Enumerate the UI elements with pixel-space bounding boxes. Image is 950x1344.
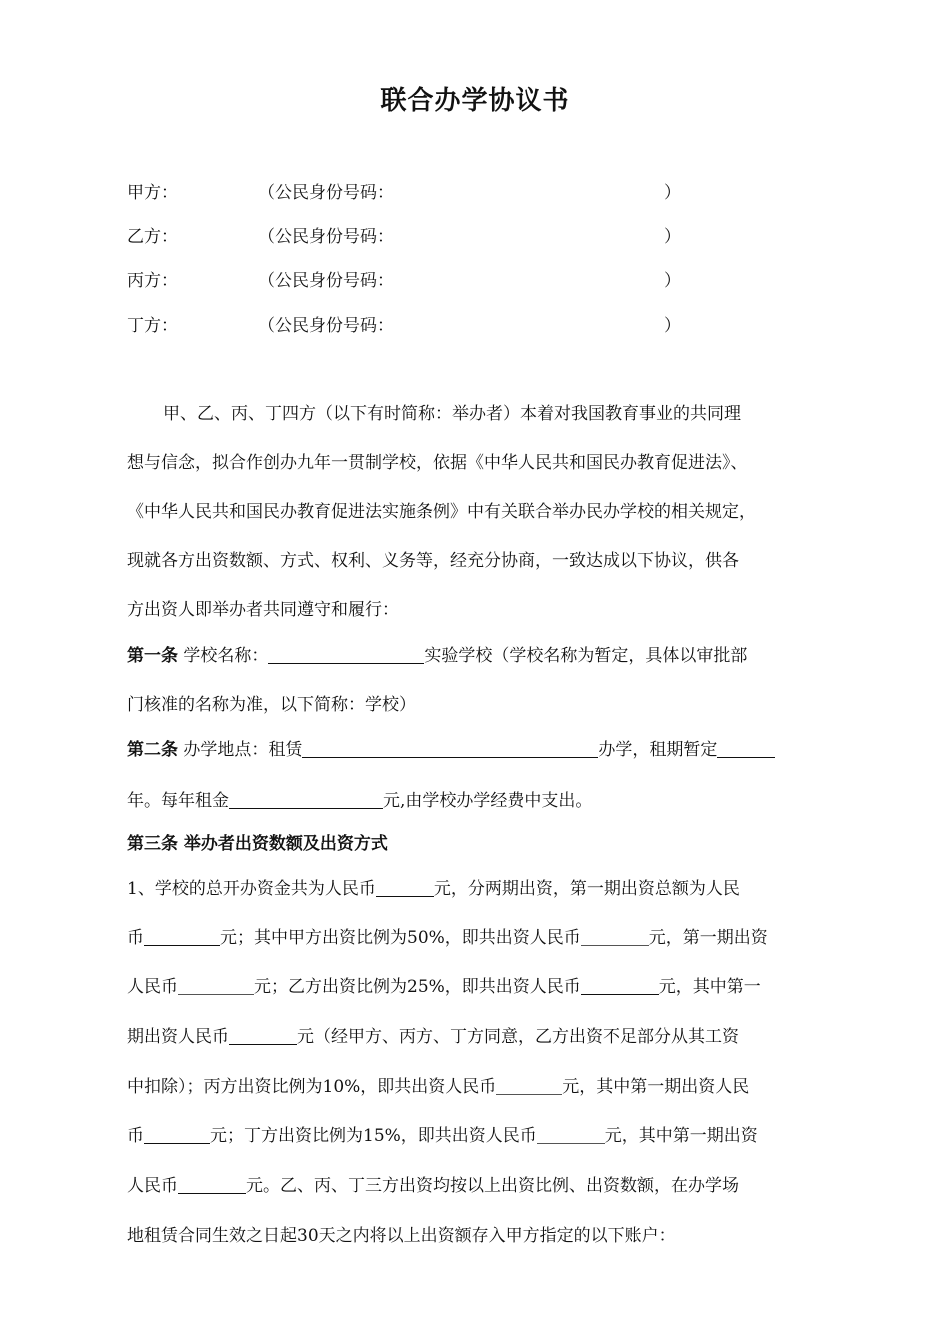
article-2-line-2 (127, 786, 827, 811)
first-phase-total-blank (144, 929, 220, 946)
article-2 (127, 735, 827, 760)
article-3-line: 地租赁合同生效之日起30天之内将以上出资额存入甲方指定的以下账户： (127, 1226, 676, 1246)
article-1-heading: 第一条 (127, 646, 178, 666)
party-a-id-close: ） (664, 183, 681, 203)
article-3-line (127, 1121, 827, 1146)
party-b-id-close: ） (664, 227, 681, 247)
party-d-id-label: （公民身份号码： (258, 316, 394, 336)
article-2-text: 办学地点：租赁 (178, 740, 303, 760)
article-3-line (127, 874, 827, 899)
party-c-label: 丙方： (127, 271, 178, 291)
article-3-text: 元，其中第一期出资人民 (562, 1077, 750, 1097)
article-3-text: 元；其中甲方出资比例为50%，即共出资人民币 (220, 928, 581, 948)
article-2-heading: 第二条 (127, 740, 178, 760)
article-3-text: 1、学校的总开办资金共为人民币 (127, 879, 376, 899)
article-3-text: 元（经甲方、丙方、丁方同意，乙方出资不足部分从其工资 (297, 1027, 739, 1047)
party-d-label: 丁方： (127, 316, 178, 336)
preamble-line: 《中华人民共和国民办教育促进法实施条例》中有关联合举办民办学校的相关规定， (127, 502, 756, 522)
party-b-total-blank (581, 978, 659, 995)
preamble-line: 甲、乙、丙、丁四方（以下有时简称：举办者）本着对我国教育事业的共同理 (163, 404, 741, 424)
article-3-text: 元，其中第一期出资 (604, 1126, 758, 1146)
party-d-total-blank (537, 1127, 605, 1144)
article-1-text: 学校名称： (178, 646, 269, 666)
article-3-heading: 第三条 举办者出资数额及出资方式 (127, 834, 388, 854)
school-name-blank (268, 647, 424, 664)
article-3-text: 币 (127, 1126, 144, 1146)
party-c-total-blank (496, 1078, 562, 1095)
party-c-id-label: （公民身份号码： (258, 271, 394, 291)
location-blank (302, 741, 598, 758)
article-3-line (127, 923, 827, 948)
article-3-text: 元，分两期出资，第一期出资总额为人民 (433, 879, 740, 899)
article-3-line (127, 972, 827, 997)
party-a-total-blank (581, 929, 649, 946)
article-2-text: 年。每年租金 (127, 791, 229, 811)
party-d-id-close: ） (664, 316, 681, 336)
article-2-text: 元,由学校办学经费中支出。 (383, 791, 593, 811)
rent-blank (229, 792, 383, 809)
party-c-first-blank (144, 1127, 210, 1144)
document-title: 联合办学协议书 (380, 86, 570, 116)
article-3-line (127, 1072, 827, 1097)
article-1-text: 实验学校（学校名称为暂定，具体以审批部 (424, 646, 748, 666)
article-3-text: 元，第一期出资 (648, 928, 768, 948)
party-a-id-label: （公民身份号码： (258, 183, 394, 203)
article-3-text: 元。乙、丙、丁三方出资均按以上出资比例、出资数额，在办学场 (246, 1176, 739, 1196)
article-3-text: 人民币 (127, 977, 178, 997)
party-a-label: 甲方： (127, 183, 178, 203)
article-1 (127, 641, 827, 666)
article-3-text: 人民币 (127, 1176, 178, 1196)
total-funds-blank (376, 880, 434, 897)
preamble-line: 方出资人即举办者共同遵守和履行： (127, 600, 399, 620)
party-b-id-label: （公民身份号码： (258, 227, 394, 247)
lease-years-blank (717, 741, 775, 758)
party-a-first-blank (178, 978, 254, 995)
article-1-line-2: 门核准的名称为准，以下简称：学校） (127, 695, 416, 715)
article-3-text: 元；乙方出资比例为25%，即共出资人民币 (254, 977, 581, 997)
article-3-text: 元，其中第一 (658, 977, 761, 997)
party-b-first-blank (229, 1028, 297, 1045)
party-d-first-blank (178, 1177, 246, 1194)
preamble-line: 现就各方出资数额、方式、权利、义务等，经充分协商，一致达成以下协议，供各 (127, 551, 739, 571)
party-c-id-close: ） (664, 271, 681, 291)
article-2-text: 办学，租期暂定 (598, 740, 718, 760)
article-3-line (127, 1022, 827, 1047)
article-3-text: 币 (127, 928, 144, 948)
party-b-label: 乙方： (127, 227, 178, 247)
article-3-text: 中扣除）；丙方出资比例为10%，即共出资人民币 (127, 1077, 497, 1097)
article-3-line (127, 1171, 827, 1196)
article-3-text: 期出资人民币 (127, 1027, 229, 1047)
preamble-line: 想与信念，拟合作创办九年一贯制学校，依据《中华人民共和国民办教育促进法》、 (127, 453, 748, 473)
article-3-text: 元；丁方出资比例为15%，即共出资人民币 (210, 1126, 537, 1146)
